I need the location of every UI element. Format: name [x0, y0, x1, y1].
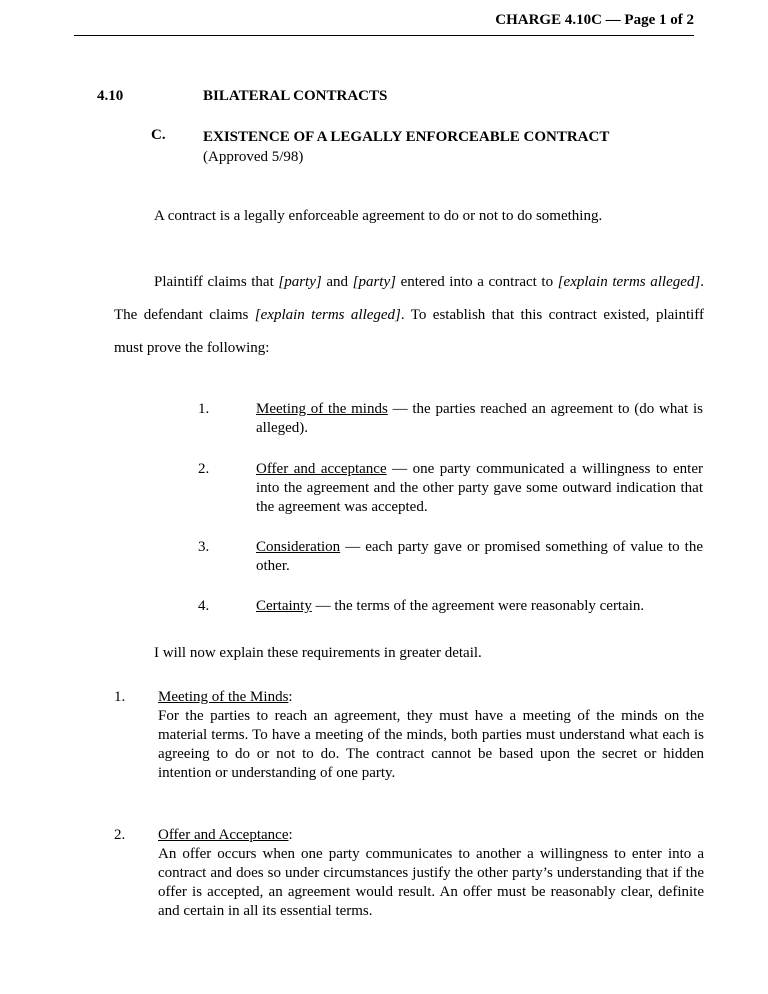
definition-text: A contract is a legally enforceable agreement to do or not to do something. — [154, 208, 603, 224]
detail-colon: : — [288, 827, 293, 843]
transition-text: I will now explain these requirements in greater detail. — [154, 645, 482, 661]
claims-text: Plaintiff claims that — [154, 274, 279, 290]
page-header: CHARGE 4.10C — Page 1 of 2 — [495, 12, 694, 28]
detail-body-text: An offer occurs when one party communicates to another a willingness to enter into a contract and does so under circumstances justify the other party’s understanding that if the offer is accepted, an agreement would result. An offer must be reasonably clear, definite and certain in all its essential terms. — [158, 846, 704, 919]
element-description: — the parties reached an agreement to (do what is alleged). — [256, 401, 703, 436]
element-number: 3. — [198, 539, 210, 555]
claims-text: . To establish that this contract existed, plaintiff must prove the following: — [114, 307, 704, 356]
element-term: Meeting of the minds — [256, 401, 388, 417]
section-number: 4.10 — [97, 88, 124, 104]
element-description: — one party communicated a willingness to enter into the agreement and the other party gave some outward indication that the agreement was accepted. — [256, 461, 703, 515]
element-description: — the terms of the agreement were reasonably certain. — [311, 598, 645, 614]
claims-text: . The defendant claims — [114, 274, 704, 323]
detail-heading: Offer and Acceptance — [158, 827, 289, 843]
detail-number: 2. — [114, 827, 126, 843]
approved-date: (Approved 5/98) — [203, 149, 304, 165]
placeholder-terms: [explain terms alleged] — [557, 274, 701, 290]
element-number: 4. — [198, 598, 210, 614]
element-number: 2. — [198, 461, 210, 477]
transition-paragraph — [114, 637, 704, 670]
element-term: Consideration — [256, 539, 341, 555]
element-number: 1. — [198, 401, 210, 417]
placeholder-party: [party] — [278, 274, 322, 290]
detail-heading: Meeting of the Minds — [158, 689, 289, 705]
subsection-title-text: EXISTENCE OF A LEGALLY ENFORCEABLE CONTRACT — [203, 129, 610, 145]
claims-text: and — [321, 274, 353, 290]
element-term: Certainty — [256, 598, 312, 614]
detail-body-text: For the parties to reach an agreement, they must have a meeting of the minds on the material terms. To have a meeting of the minds, both parties must understand what each is agreeing to do or not to do. The contract cannot be based upon the secret or hidden intention or understanding of one party. — [158, 708, 704, 781]
placeholder-party: [party] — [352, 274, 396, 290]
subsection-title — [203, 127, 623, 167]
placeholder-terms: [explain terms alleged] — [254, 307, 401, 323]
claims-text: entered into a contract to — [395, 274, 558, 290]
detail-colon: : — [288, 689, 293, 705]
detail-number: 1. — [114, 689, 126, 705]
section-title: BILATERAL CONTRACTS — [203, 88, 388, 104]
definition-paragraph — [114, 200, 704, 233]
claims-paragraph — [114, 266, 704, 365]
element-term: Offer and acceptance — [256, 461, 387, 477]
element-description: — each party gave or promised something of value to the other. — [256, 539, 703, 574]
header-rule — [74, 35, 694, 36]
subsection-letter: C. — [151, 127, 166, 143]
